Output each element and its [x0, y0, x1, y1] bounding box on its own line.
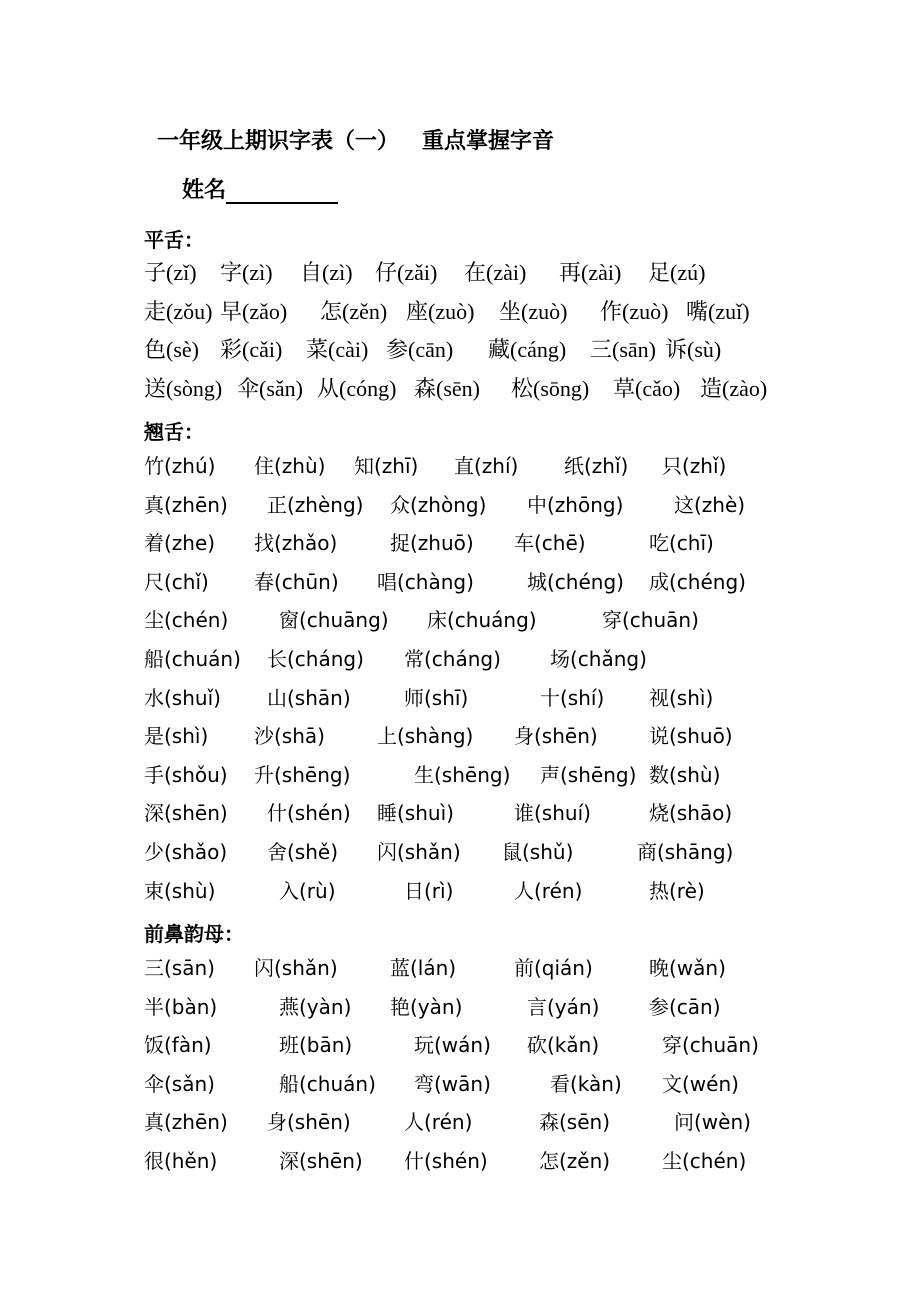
character-pinyin-entry: 参(cān): [649, 995, 721, 1019]
character-pinyin-entry: 作(zuò): [600, 299, 669, 324]
character-pinyin-entry: 穿(chuān): [662, 1033, 759, 1057]
character-pinyin-entry: 弯(wān): [414, 1072, 491, 1096]
character-pinyin-entry: 视(shì): [649, 686, 714, 710]
character-pinyin-entry: 热(rè): [649, 879, 705, 903]
character-pinyin-entry: 送(sòng): [144, 376, 223, 401]
character-pinyin-entry: 言(yán): [527, 995, 600, 1019]
character-pinyin-entry: 吃(chī): [649, 531, 714, 555]
character-pinyin-entry: 商(shāng): [637, 840, 734, 864]
character-pinyin-entry: 嘴(zuǐ): [686, 299, 750, 324]
character-pinyin-entry: 城(chéng): [527, 570, 624, 594]
character-pinyin-entry: 睡(shuì): [377, 801, 454, 825]
character-pinyin-entry: 身(shēn): [514, 724, 598, 748]
character-pinyin-entry: 上(shàng): [377, 724, 474, 748]
character-pinyin-entry: 是(shì): [144, 724, 209, 748]
character-pinyin-entry: 早(zǎo): [220, 299, 288, 324]
character-pinyin-entry: 真(zhēn): [144, 1110, 228, 1134]
character-pinyin-entry: 说(shuō): [649, 724, 733, 748]
character-pinyin-entry: 这(zhè): [674, 493, 746, 517]
character-pinyin-entry: 坐(zuò): [499, 299, 568, 324]
character-pinyin-entry: 菜(cài): [306, 337, 369, 362]
character-pinyin-entry: 从(cóng): [317, 376, 397, 401]
character-pinyin-entry: 玩(wán): [414, 1033, 491, 1057]
character-pinyin-entry: 燕(yàn): [279, 995, 352, 1019]
character-pinyin-entry: 人(rén): [404, 1110, 473, 1134]
character-pinyin-entry: 船(chuán): [279, 1072, 376, 1096]
character-pinyin-entry: 十(shí): [540, 686, 605, 710]
character-pinyin-entry: 造(zào): [700, 376, 768, 401]
character-pinyin-entry: 水(shuǐ): [144, 686, 221, 710]
character-pinyin-entry: 色(sè): [144, 337, 199, 362]
character-pinyin-entry: 问(wèn): [674, 1110, 751, 1134]
character-pinyin-entry: 生(shēng): [414, 763, 511, 787]
character-pinyin-entry: 沙(shā): [254, 724, 325, 748]
character-pinyin-entry: 纸(zhǐ): [564, 454, 629, 478]
character-pinyin-entry: 深(shēn): [144, 801, 228, 825]
character-pinyin-entry: 看(kàn): [550, 1072, 622, 1096]
character-pinyin-entry: 烧(shāo): [649, 801, 733, 825]
character-pinyin-entry: 身(shēn): [267, 1110, 351, 1134]
character-pinyin-entry: 少(shǎo): [144, 840, 228, 864]
character-pinyin-entry: 正(zhèng): [267, 493, 364, 517]
name-label: 姓名: [182, 178, 227, 203]
character-pinyin-entry: 前(qián): [514, 956, 593, 980]
character-pinyin-entry: 山(shān): [267, 686, 351, 710]
character-pinyin-entry: 三(sān): [144, 956, 215, 980]
character-pinyin-entry: 自(zì): [300, 260, 353, 285]
character-pinyin-entry: 真(zhēn): [144, 493, 228, 517]
character-pinyin-entry: 只(zhǐ): [662, 454, 727, 478]
character-pinyin-entry: 升(shēng): [254, 763, 351, 787]
character-pinyin-entry: 三(sān): [590, 337, 656, 362]
character-pinyin-entry: 日(rì): [404, 879, 454, 903]
character-pinyin-entry: 场(chǎng): [550, 647, 647, 671]
character-pinyin-entry: 声(shēng): [540, 763, 637, 787]
character-pinyin-entry: 文(wén): [662, 1072, 739, 1096]
character-pinyin-entry: 尘(chén): [144, 608, 229, 632]
section-heading: 平舌：: [144, 228, 204, 252]
character-pinyin-entry: 很(hěn): [144, 1149, 218, 1173]
character-pinyin-entry: 住(zhù): [254, 454, 326, 478]
character-pinyin-entry: 长(cháng): [267, 647, 364, 671]
character-pinyin-entry: 走(zǒu): [144, 299, 213, 324]
character-pinyin-entry: 窗(chuāng): [279, 608, 389, 632]
character-pinyin-entry: 晚(wǎn): [649, 956, 726, 980]
character-pinyin-entry: 藏(cáng): [488, 337, 567, 362]
character-pinyin-entry: 彩(cǎi): [220, 337, 283, 362]
character-pinyin-entry: 森(sēn): [539, 1110, 611, 1134]
character-pinyin-entry: 穿(chuān): [602, 608, 699, 632]
character-pinyin-entry: 鼠(shǔ): [502, 840, 574, 864]
character-pinyin-entry: 艳(yàn): [390, 995, 463, 1019]
character-pinyin-entry: 手(shǒu): [144, 763, 228, 787]
character-pinyin-entry: 直(zhí): [454, 454, 519, 478]
character-pinyin-entry: 诉(sù): [665, 337, 722, 362]
character-pinyin-entry: 什(shén): [267, 801, 351, 825]
character-pinyin-entry: 砍(kǎn): [527, 1033, 600, 1057]
character-pinyin-entry: 数(shù): [649, 763, 721, 787]
character-pinyin-entry: 着(zhe): [144, 531, 216, 555]
character-pinyin-entry: 闪(shǎn): [377, 840, 461, 864]
character-pinyin-entry: 半(bàn): [144, 995, 218, 1019]
character-pinyin-entry: 师(shī): [404, 686, 469, 710]
character-pinyin-entry: 常(cháng): [404, 647, 501, 671]
character-pinyin-entry: 什(shén): [404, 1149, 488, 1173]
character-pinyin-entry: 字(zì): [220, 260, 273, 285]
character-pinyin-entry: 舍(shě): [267, 840, 339, 864]
section-heading: 翘舌：: [144, 420, 204, 444]
character-pinyin-entry: 找(zhǎo): [254, 531, 338, 555]
character-pinyin-entry: 束(shù): [144, 879, 216, 903]
character-pinyin-entry: 捉(zhuō): [390, 531, 474, 555]
character-pinyin-entry: 众(zhòng): [390, 493, 487, 517]
character-pinyin-entry: 成(chéng): [649, 570, 746, 594]
character-pinyin-entry: 怎(zěn): [320, 299, 388, 324]
character-pinyin-entry: 竹(zhú): [144, 454, 216, 478]
character-pinyin-entry: 仔(zǎi): [375, 260, 438, 285]
character-pinyin-entry: 深(shēn): [279, 1149, 363, 1173]
character-pinyin-entry: 伞(sǎn): [144, 1072, 215, 1096]
character-pinyin-entry: 尘(chén): [662, 1149, 747, 1173]
character-pinyin-entry: 春(chūn): [254, 570, 339, 594]
character-pinyin-entry: 班(bān): [279, 1033, 353, 1057]
name-blank-line: [226, 178, 338, 204]
character-pinyin-entry: 在(zài): [464, 260, 527, 285]
character-pinyin-entry: 森(sēn): [414, 376, 480, 401]
character-pinyin-entry: 饭(fàn): [144, 1033, 212, 1057]
character-pinyin-entry: 草(cǎo): [613, 376, 681, 401]
character-pinyin-entry: 车(chē): [514, 531, 586, 555]
character-pinyin-entry: 伞(sǎn): [237, 376, 303, 401]
character-pinyin-entry: 怎(zěn): [539, 1149, 611, 1173]
name-field: [182, 173, 338, 204]
character-pinyin-entry: 知(zhī): [354, 454, 419, 478]
character-pinyin-entry: 足(zú): [648, 260, 706, 285]
character-pinyin-entry: 蓝(lán): [390, 956, 457, 980]
character-pinyin-entry: 子(zǐ): [144, 260, 197, 285]
page-title: 一年级上期识字表（一） 重点掌握字音: [157, 129, 554, 154]
character-pinyin-entry: 闪(shǎn): [254, 956, 338, 980]
character-pinyin-entry: 船(chuán): [144, 647, 241, 671]
character-pinyin-entry: 松(sōng): [511, 376, 590, 401]
character-pinyin-entry: 尺(chǐ): [144, 570, 209, 594]
character-pinyin-entry: 谁(shuí): [514, 801, 591, 825]
character-pinyin-entry: 床(chuáng): [427, 608, 537, 632]
character-pinyin-entry: 入(rù): [279, 879, 336, 903]
character-pinyin-entry: 中(zhōng): [527, 493, 624, 517]
character-pinyin-entry: 座(zuò): [406, 299, 475, 324]
character-pinyin-entry: 唱(chàng): [377, 570, 474, 594]
character-pinyin-entry: 再(zài): [559, 260, 622, 285]
section-heading: 前鼻韵母：: [144, 922, 244, 946]
character-pinyin-entry: 参(cān): [386, 337, 454, 362]
character-pinyin-entry: 人(rén): [514, 879, 583, 903]
